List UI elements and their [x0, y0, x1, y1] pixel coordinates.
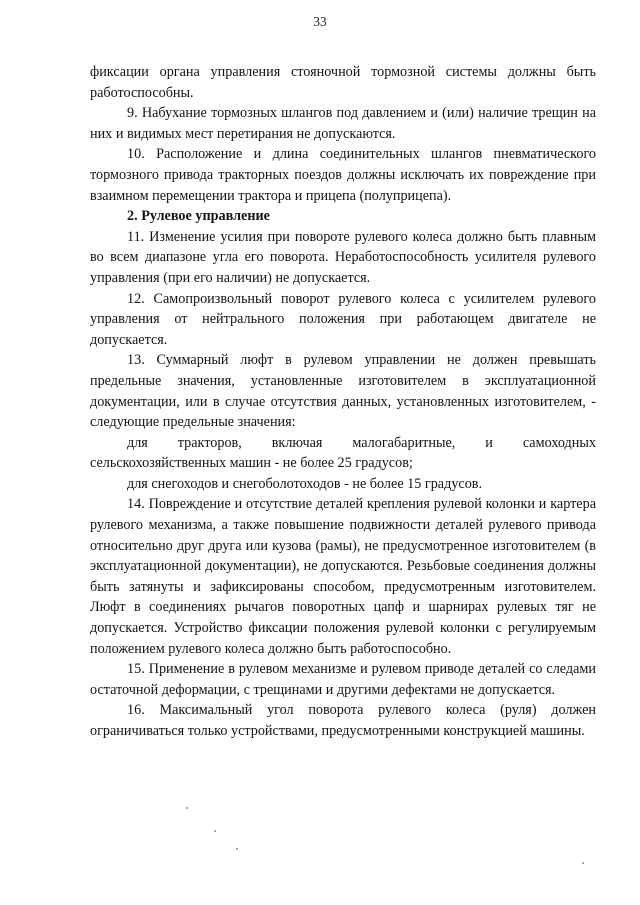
paragraph-14: 14. Повреждение и отсутствие деталей крепления рулевой колонки и картера рулевого механизма, а также повышение подвижности деталей рулевого привода относительно друг друга или кузова (рамы), не предусмотренное изготовителем (в эксплуатационной документации), не допускаются. Резьбовые соединения должны быть затянуты и зафиксированы способом, предусмотренным изготовителем. Люфт в соединениях рычагов поворотных цапф и шарнирах рулевых тяг не допускается. Устройство фиксации положения рулевой колонки с регулируемым положением рулевого колеса должно быть работоспособно. [90, 496, 596, 657]
paragraph-9: 9. Набухание тормозных шлангов под давлением и (или) наличие трещин на них и видимых мест перетирания не допускаются. [90, 105, 596, 142]
page-number: 33 [313, 14, 327, 29]
paragraph-12: 12. Самопроизвольный поворот рулевого колеса с усилителем рулевого управления от нейтрального положения при работающем двигателе не допускается. [90, 290, 596, 348]
paragraph-15: 15. Применение в рулевом механизме и рулевом приводе деталей со следами остаточной деформации, с трещинами и другими дефектами не допускается. [90, 661, 596, 698]
paragraph-16: 16. Максимальный угол поворота рулевого колеса (руля) должен ограничиваться только устройствами, предусмотренными конструкцией машины. [90, 702, 596, 739]
paragraphs-after-heading [90, 227, 596, 742]
scan-speck [582, 862, 584, 864]
paragraphs-before-heading [90, 62, 596, 206]
scan-speck [186, 807, 188, 809]
scan-speck [236, 848, 238, 850]
paragraph-continuation: фиксации органа управления стояночной тормозной системы должны быть работоспособны. [90, 64, 596, 101]
scan-speck [214, 830, 216, 832]
paragraph-13-snowmobiles: для снегоходов и снегоболотоходов - не более 15 градусов. [127, 475, 483, 492]
paragraph-11: 11. Изменение усилия при повороте рулевого колеса должно быть плавным во всем диапазоне угла его поворота. Неработоспособность усилителя рулевого управления (при его наличии) не допускается. [90, 228, 596, 286]
document-body [90, 62, 596, 742]
paragraph-13-tractors: для тракторов, включая малогабаритные, и самоходных сельскохозяйственных машин - не более 25 градусов; [90, 434, 596, 472]
paragraph-10: 10. Расположение и длина соединительных шлангов пневматического тормозного привода тракторных поездов должны исключать их повреждение при взаимном перемещении трактора и прицепа (полуприцепа). [90, 146, 596, 204]
section-heading: 2. Рулевое управление [127, 208, 270, 225]
paragraph-13: 13. Суммарный люфт в рулевом управлении не должен превышать предельные значения, установленные изготовителем в эксплуатационной документации, или в случае отсутствия данных, установленных изготовителем, - следующие предельные значения: [90, 352, 596, 431]
